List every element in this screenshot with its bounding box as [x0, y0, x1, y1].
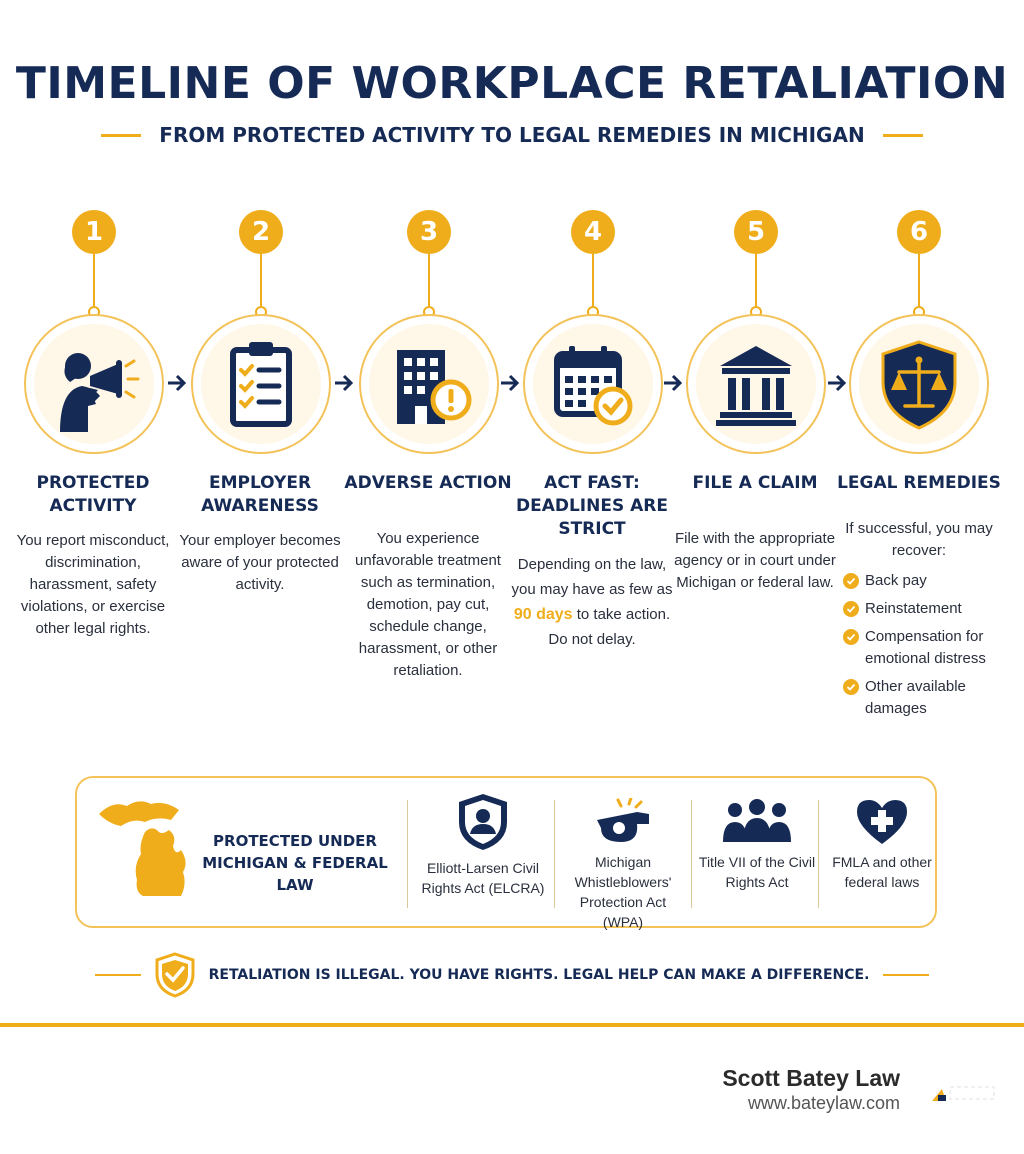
- shield-check-icon: [155, 952, 195, 998]
- step-number-badge: 5: [734, 210, 778, 254]
- megaphone-person-icon: [46, 336, 142, 432]
- step-title: ACT FAST: DEADLINES ARE STRICT: [515, 473, 668, 539]
- step-icon-circle: [24, 314, 164, 454]
- step-description: [507, 552, 677, 652]
- step-description-pre: Depending on the law, you may have as few as: [511, 556, 673, 598]
- laws-heading: PROTECTED UNDER MICHIGAN & FEDERAL LAW: [202, 832, 388, 894]
- courthouse-icon: [708, 336, 804, 432]
- connector-stem: [260, 254, 262, 306]
- step-description: Your employer becomes aware of your protected activity.: [179, 532, 341, 593]
- footer-rule-left: [95, 974, 141, 976]
- step-icon-circle: [523, 314, 663, 454]
- law-label: Elliott-Larsen Civil Rights Act (ELCRA): [421, 860, 545, 896]
- step-number-badge: 3: [407, 210, 451, 254]
- step-title: LEGAL REMEDIES: [837, 473, 1001, 493]
- step-title: PROTECTED ACTIVITY: [36, 473, 150, 516]
- arrow-right-icon: [166, 373, 188, 393]
- footer-message-row: [0, 950, 1024, 1000]
- list-item: [843, 626, 1003, 670]
- step-number-badge: 2: [239, 210, 283, 254]
- step-title: FILE A CLAIM: [692, 473, 818, 493]
- remedy-label: Compensation for emotional distress: [865, 628, 986, 667]
- shield-scales-icon: [871, 336, 967, 432]
- step-icon-circle: [191, 314, 331, 454]
- step-description-post: to take action. Do not delay.: [548, 606, 671, 648]
- step-icon-circle: [686, 314, 826, 454]
- page-title: TIMELINE OF WORKPLACE RETALIATION: [15, 58, 1009, 109]
- logo-mark-icon: [930, 1083, 996, 1103]
- brand-url[interactable]: www.bateylaw.com: [747, 1093, 900, 1113]
- arrow-right-icon: [662, 373, 684, 393]
- subtitle-rule-left: [101, 134, 141, 137]
- arrow-right-icon: [499, 373, 521, 393]
- check-icon: [843, 679, 859, 695]
- step-title: ADVERSE ACTION: [344, 473, 512, 493]
- arrow-right-icon: [333, 373, 355, 393]
- shield-person-icon: [456, 792, 510, 852]
- connector-stem: [755, 254, 757, 306]
- connector-stem: [428, 254, 430, 306]
- deadline-highlight: 90 days: [513, 606, 573, 623]
- gold-divider-band: [0, 1023, 1024, 1027]
- list-item: [843, 570, 1003, 592]
- clipboard-checklist-icon: [213, 336, 309, 432]
- law-item-wpa: [558, 798, 688, 932]
- step-description: If successful, you may recover:: [845, 520, 993, 559]
- step-description: You experience unfavorable treatment such as termination, demotion, pay cut, schedule change, harassment, or other retaliation.: [355, 530, 501, 679]
- protected-laws-panel: [75, 776, 937, 928]
- check-icon: [843, 573, 859, 589]
- check-icon: [843, 601, 859, 617]
- connector-stem: [918, 254, 920, 306]
- page-subtitle: FROM PROTECTED ACTIVITY TO LEGAL REMEDIES IN MICHIGAN: [159, 123, 865, 147]
- heart-cross-icon: [855, 798, 909, 846]
- step-description: You report misconduct, discrimination, harassment, safety violations, or exercise other legal rights.: [16, 532, 170, 637]
- subtitle-rule-right: [883, 134, 923, 137]
- subtitle-row: [0, 120, 1024, 150]
- footer-rule-right: [883, 974, 929, 976]
- list-item: [843, 598, 1003, 620]
- step-icon-circle: [359, 314, 499, 454]
- footer-message: RETALIATION IS ILLEGAL. YOU HAVE RIGHTS. LEGAL HELP CAN MAKE A DIFFERENCE.: [208, 967, 870, 983]
- step-number-badge: 1: [72, 210, 116, 254]
- step-title: EMPLOYER AWARENESS: [201, 473, 319, 516]
- connector-stem: [93, 254, 95, 306]
- arrow-right-icon: [826, 373, 848, 393]
- connector-stem: [592, 254, 594, 306]
- step-icon-circle: [849, 314, 989, 454]
- law-item-elcra: [418, 792, 548, 898]
- law-item-fmla: [817, 798, 947, 892]
- calendar-check-icon: [545, 336, 641, 432]
- brand-name: Scott Batey Law: [722, 1065, 900, 1091]
- whistle-icon: [591, 798, 655, 846]
- building-warning-icon: [381, 336, 477, 432]
- law-label: Title VII of the Civil Rights Act: [698, 854, 816, 890]
- remedy-label: Other available damages: [865, 678, 966, 717]
- list-item: [843, 676, 1003, 720]
- divider: [407, 800, 408, 908]
- step-description: File with the appropriate agency or in court under Michigan or federal law.: [674, 530, 836, 591]
- step-number-badge: 4: [571, 210, 615, 254]
- step-number-badge: 6: [897, 210, 941, 254]
- remedies-list: [843, 570, 1003, 726]
- people-group-icon: [721, 798, 793, 846]
- law-label: Michigan Whistleblowers' Protection Act (WPA): [574, 854, 672, 930]
- check-icon: [843, 629, 859, 645]
- divider: [554, 800, 555, 908]
- law-item-title-vii: [692, 798, 822, 892]
- michigan-map-icon: [95, 792, 193, 900]
- remedy-label: Reinstatement: [865, 600, 962, 617]
- brand-block: [700, 1064, 900, 1114]
- remedy-label: Back pay: [865, 572, 927, 589]
- law-label: FMLA and other federal laws: [832, 854, 932, 890]
